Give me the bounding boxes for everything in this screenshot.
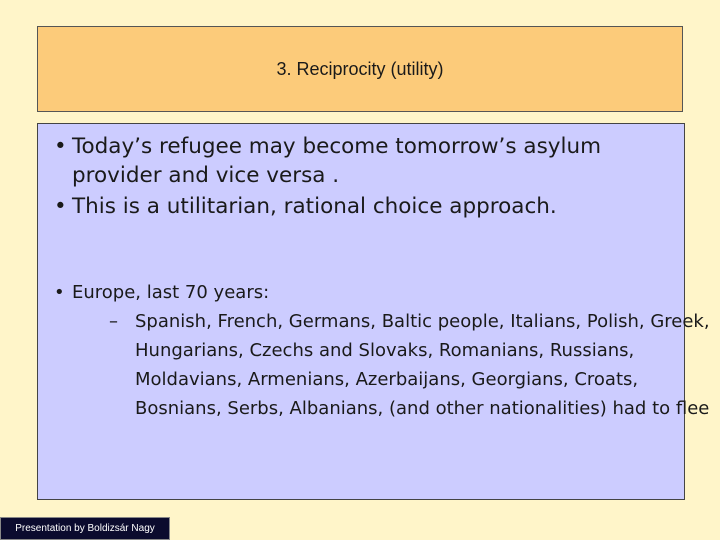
sub-bullet-text: Spanish, French, Germans, Baltic people, Italians, Polish, Greek, Hungarians, Czechs and Slovaks, Romanians, Russians, Moldavians, Armenians, Azerbaijans, Georgians, Croats, Bosnians, Serbs, Albanians, (and other nationalities) had to flee <box>135 311 710 419</box>
bullet-text: Today’s refugee may become tomorrow’s asylum provider and vice versa . <box>72 134 602 188</box>
slide-title: 3. Reciprocity (utility) <box>276 58 444 79</box>
slide-content-box <box>37 123 710 500</box>
bullet-marker: • <box>54 134 67 159</box>
bullet-marker: • <box>54 282 65 303</box>
bullet-text: Europe, last 70 years: <box>72 282 270 303</box>
slide-title-box <box>37 26 683 112</box>
presenter-footer: Presentation by Boldizsár Nagy <box>0 517 170 540</box>
sub-bullet-marker: – <box>109 311 118 332</box>
bullet-marker: • <box>54 194 67 219</box>
bullet-text: This is a utilitarian, rational choice approach. <box>72 194 557 219</box>
